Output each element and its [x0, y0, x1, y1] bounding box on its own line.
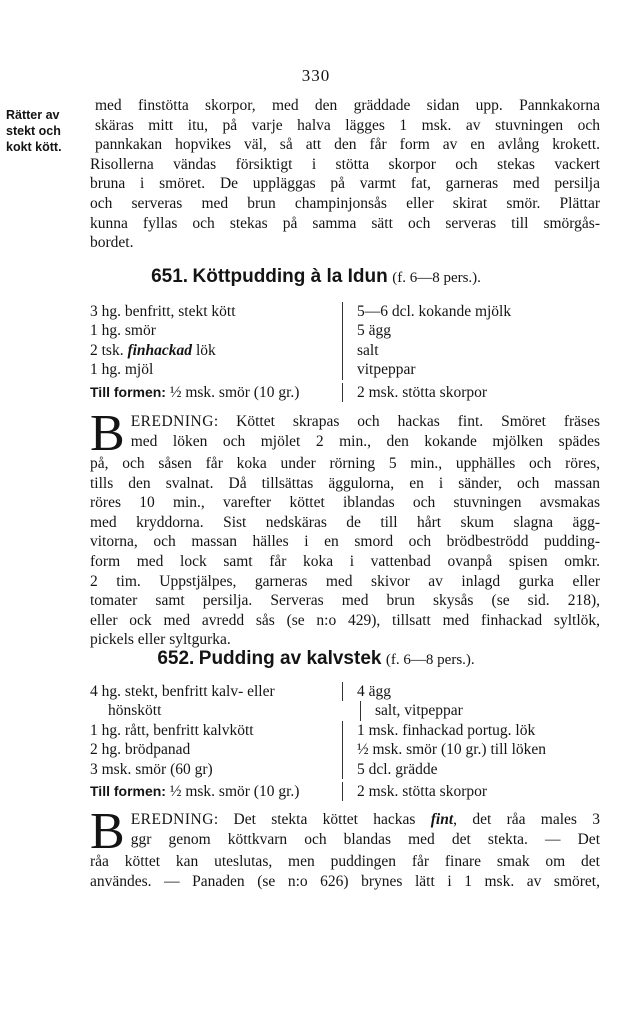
text-line: med löken och mjölet 2 min., den kokande mjölken spädes [130, 432, 600, 450]
text-line: Risollerna vändas försiktigt i stötta skorpor och stekas vackert [90, 155, 600, 173]
text-line: 2 tim. Uppstjälpes, garneras med skivor av inlagd gurka eller [90, 572, 600, 590]
text-line: tomater samt persilja. Serveras med brun skysås (se sid. 218), [90, 592, 600, 610]
recipe-652-heading [0, 648, 632, 670]
ingredient: 4 hg. stekt, benfritt kalv- eller [90, 683, 275, 700]
ingredient: 2 hg. brödpanad [90, 741, 191, 759]
ingredient: 2 msk. stötta skorpor [357, 383, 488, 401]
recipe-servings: (f. 6—8 pers.). [385, 652, 475, 668]
ingredient: 4 ägg [357, 683, 392, 700]
ingredient: 3 hg. benfritt, stekt kött [90, 303, 236, 320]
recipe-number: 651. [151, 266, 189, 287]
ingredient: 2 tsk. finhackad lök [90, 341, 216, 359]
ingredient: 1 hg. smör [90, 322, 156, 340]
text-line: med kryddorna. Sist nedskäras de till hårt skum slagna ägg- [90, 513, 600, 531]
recipe-652-method: B EREDNING: Det stekta köttet hackas fint, det råa males 3 ggr genom köttkvarn och blandas med det stekta. — Det råa köttet kan uteslutas, men puddingen får finare smak om det användes. — Panaden (se n:o 626) brynes lätt i 1 msk. av smöret, [90, 803, 601, 890]
text-line: användes. — Panaden (se n:o 626) brynes lätt i 1 msk. av smöret, [90, 872, 600, 890]
text-line: skäras mitt itu, på varje halva lägges 1 msk. av stuvningen och [95, 116, 600, 134]
recipe-652-ingredients [90, 682, 610, 801]
margin-note-line: kokt kött. [6, 140, 62, 154]
text-line: med finstötta skorpor, med den gräddade sidan upp. Pannkakorna [95, 97, 600, 114]
recipe-651-method: B EREDNING: Köttet skrapas och hackas fint. Smöret fräses med löken och mjölet 2 min., den kokande mjölken spädes på, och såsen får koka under rörning 5 min., upphälles och röres, tills den svalnat. Då tillsättas äggulorna, en i sänder, och massan röres 10 min., varefter köttet iblandas och stuvningen avsmakas med kryddorna. Sist nedskäras de till hårt skum slagna ägg- vitorna, och massan hälles i en smord och brödbeströdd pudding- form med lock samt får koka i vattenbad ovanpå spisen omkr. 2 tim. Uppstjälpes, garneras med skivor av inlagd gurka eller tomater samt persilja. Serveras med brun skysås (se sid. 218), eller ock med avredd sås (se n:o 429), tillsatt med finhackad syltlök, pickels eller syltgurka. [90, 405, 600, 649]
margin-note-line: Rätter av [6, 108, 60, 122]
till-formen: Till formen: ½ msk. smör (10 gr.) [90, 783, 300, 801]
ingredient: 5 dcl. grädde [357, 760, 438, 778]
text-line: kunna fyllas och stekas på samma sätt och serveras till smörgås- [90, 214, 600, 232]
ingredient: vitpeppar [357, 361, 416, 379]
drop-cap: B [90, 405, 125, 462]
ingredient: 1 msk. finhackad portug. lök [357, 721, 536, 739]
ingredient: salt [357, 341, 379, 359]
text-line: vitorna, och massan hälles i en smord och brödbeströdd pudding- [90, 533, 600, 551]
text-line: bordet. [90, 234, 134, 252]
text-line: råa köttet kan uteslutas, men puddingen får finare smak om det [90, 853, 600, 870]
recipe-651-heading [0, 266, 632, 288]
ingredient: 5 ägg [357, 322, 392, 340]
page-number: 330 [301, 66, 331, 85]
text-line: ggr genom köttkvarn och blandas med det stekta. — Det [130, 830, 600, 848]
text-line: form med lock samt får koka i vattenbad ovanpå spisen omkr. [90, 552, 600, 570]
text-line: pannkakan hopvikes väl, så att den får form av en avlång krokett. [95, 136, 600, 154]
text-line: tills den svalnat. Då tillsättas äggulorna, en i sänder, och massan [90, 474, 600, 492]
ingredient: salt, vitpeppar [375, 702, 463, 720]
text-line: eller ock med avredd sås (se n:o 429), tillsatt med finhackad syltlök, [90, 611, 600, 629]
recipe-number: 652. [157, 648, 195, 669]
ingredient: 1 hg. mjöl [90, 361, 154, 379]
ingredient: 5—6 dcl. kokande mjölk [357, 303, 512, 320]
intro-paragraph [90, 96, 600, 253]
recipe-651-ingredients [90, 302, 610, 402]
ingredient: ½ msk. smör (10 gr.) till löken [357, 741, 547, 759]
recipe-title: Köttpudding à la Idun [192, 266, 388, 287]
margin-note [6, 107, 92, 155]
ingredient: 2 msk. stötta skorpor [357, 783, 488, 801]
ingredient: 1 hg. rått, benfritt kalvkött [90, 721, 254, 739]
text-line: röres 10 min., varefter köttet iblandas och stuvningen avsmakas [90, 494, 600, 512]
text-line: och serveras med brun champinjonsås eller skirat smör. Plättar [90, 194, 600, 212]
ingredient: hönskött [108, 702, 162, 720]
ingredient: 3 msk. smör (60 gr) [90, 760, 213, 778]
text-line: bruna i smöret. De uppläggas på varmt fat, garneras med persilja [90, 175, 600, 193]
text-line: på, och såsen får koka under rörning 5 min., upphälles och röres, [90, 455, 600, 472]
margin-note-line: stekt och [6, 124, 61, 138]
till-formen: Till formen: ½ msk. smör (10 gr.) [90, 383, 300, 401]
recipe-servings: (f. 6—8 pers.). [392, 270, 481, 286]
text-line: pickels eller syltgurka. [90, 631, 231, 649]
drop-cap: B [90, 803, 125, 860]
recipe-title: Pudding av kalvstek [198, 648, 382, 669]
